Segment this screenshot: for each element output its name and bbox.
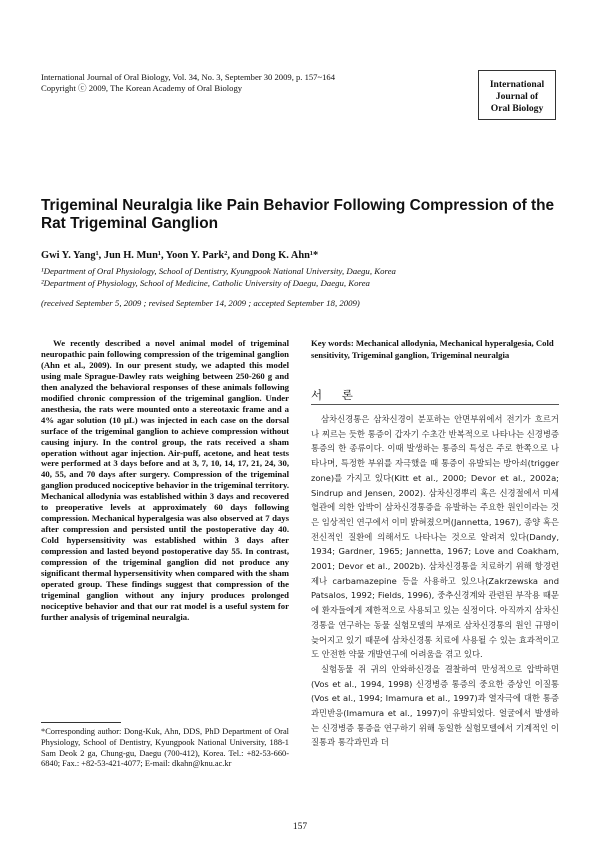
affiliation-1: ¹Department of Oral Physiology, School of Dentistry, Kyungpook National University, Daegu, Korea <box>41 266 396 276</box>
body-paragraph-1: 삼차신경통은 삼차신경이 분포하는 안면부위에서 전기가 흐르거나 찌르는 듯한 통증이 갑자기 수초간 반복적으로 나타나는 신경병증 통증의 한 종류이다. 이때 발생하는 통증의 특성은 주로 한쪽으로 나타나며, 특정한 부위를 자극했을 때 통증이 유발되는 방아쇠(trigger zone)를 가지고 있다(Kitt et al., 2000; Devor et al., 2002a; Sindrup and Jensen, 2002). 삼차신경뿌리 혹은 신경절에서 미세혈관에 의한 압박이 삼차신경통증을 유발하는 주요한 원인이라는 것은 임상적인 연구에서 이미 밝혀졌으며(Jannetta, 1967), 종양 혹은 전신적인 질환에 의해서도 나타나는 것으로 알려져 있다(Dandy, 1934; Gardner, 1965; Jannetta, 1967; Love and Coakham, 2001; Devor et al., 2002b). 삼차신경통을 치료하기 위해 항경련제나 carbamazepine 등을 사용하고 있으나(Zakrzewska and Patsalos, 1992; Fields, 1996), 중추신경계와 관련된 부작용 때문에 환자들에게 제한적으로 사용되고 있는 실정이다. 아직까지 삼차신경통을 연구하는 동물 실험모델의 부재로 삼차신경통의 원인 규명이 늦어지고 있기 때문에 삼차신경통 치료에 사용될 수 있는 효과적이고도 안전한 약물 개발연구에 어려움을 겪고 있다. <box>311 414 559 660</box>
journal-name-box <box>478 70 556 120</box>
keywords: Key words: Mechanical allodynia, Mechanical hyperalgesia, Cold sensitivity, Trigeminal ganglion, Trigeminal neuralgia <box>311 338 554 360</box>
body-text <box>311 412 559 750</box>
author-list: Gwi Y. Yang¹, Jun H. Mun¹, Yoon Y. Park², and Dong K. Ahn¹* <box>41 250 319 261</box>
journal-box-line-2: Journal of <box>495 91 539 102</box>
section-heading-introduction: 서 론 <box>311 388 361 402</box>
affiliation-2: ²Department of Physiology, School of Medicine, Catholic University of Daegu, Daegu, Korea <box>41 277 370 288</box>
section-divider <box>311 404 559 405</box>
body-paragraph-2: 실험동물 쥐 귀의 안와하신경을 결찰하여 만성적으로 압박하면 (Vos et al., 1994, 1998) 신경병증 통증의 중요한 증상인 이질통(Vos et al., 1994; Imamura et al., 1997)과 열자극에 대한 통증 과민반응(Imamura et al., 1997)이 유발되었다. 얼굴에서 발생하는 신경병증 통증을 연구하기 위해 동일한 실험모델에서 기계적인 이질통과 통각과민과 더 <box>311 663 559 748</box>
journal-box-line-3: Oral Biology <box>490 103 544 114</box>
journal-citation <box>41 72 461 94</box>
copyright-line: Copyright ⓒ 2009, The Korean Academy of Oral Biology <box>41 83 243 93</box>
page-number: 157 <box>292 822 308 832</box>
abstract-text: We recently described a novel animal model of trigeminal neuropathic pain following compression of the trigeminal ganglion (Ahn et al., 2009). In our present study, we adapted this model using male Sprague-Dawley rats weighing between 250-260 g and then analyzed the behavioral responses of these animals following modified chronic compression of the trigeminal ganglion. Under anesthesia, the rats were mounted onto a stereotaxic frame and a 4% agar solution (10 μL) was injected in each case on the dorsal surface of the trigeminal ganglion to achieve compression without causing injury. In the control group, the rats received a sham operation without agar injection. Air-puff, acetone, and heat tests were performed at 3 days before and at 3, 7, 10, 14, 17, 21, 24, 30, 40, 55, and 70 days after surgery. Compression of the trigeminal ganglion produced nociceptive behavior in the trigeminal territory. Mechanical allodynia was established within 3 days and recovered to preoperative levels at approximately 60 days following compression. Mechanical hyperalgesia was also observed at 7 days after compression and persisted until the postoperative day 40. Cold hypersensitivity was established within 3 days after compression and lasted beyond postoperative day 55. In contrast, compression of the trigeminal ganglion did not produce any significant thermal hypersensitivity when compared with the sham operated group. These findings suggest that compression of the trigeminal ganglion without any injury produces prolonged nociceptive behavior and that our rat model is a useful system for further analysis of trigeminal neuralgia. <box>41 338 289 622</box>
footnote-divider <box>41 722 121 723</box>
article-title: Trigeminal Neuralgia like Pain Behavior Following Compression of the Rat Trigeminal Ganglion <box>41 197 555 232</box>
journal-citation-line: International Journal of Oral Biology, Vol. 34, No. 3, September 30 2009, p. 157~164 <box>41 72 336 82</box>
abstract <box>41 338 289 623</box>
corresponding-author-footnote: *Corresponding author: Dong-Kuk, Ahn, DDS, PhD Department of Oral Physiology, School of Dentistry, Kyungpook National University, 188-1 Sam Deok 2 ga, Chung-gu, Daegu (700-412), Korea. Tel.: +82-53-660-6840; Fax.: +82-53-421-4077; E-mail: dkahn@knu.ac.kr <box>41 727 289 769</box>
affiliations <box>41 266 561 289</box>
received-dates: (received September 5, 2009 ; revised September 14, 2009 ; accepted September 18, 2009) <box>41 298 360 308</box>
journal-box-line-1: International <box>489 79 545 90</box>
